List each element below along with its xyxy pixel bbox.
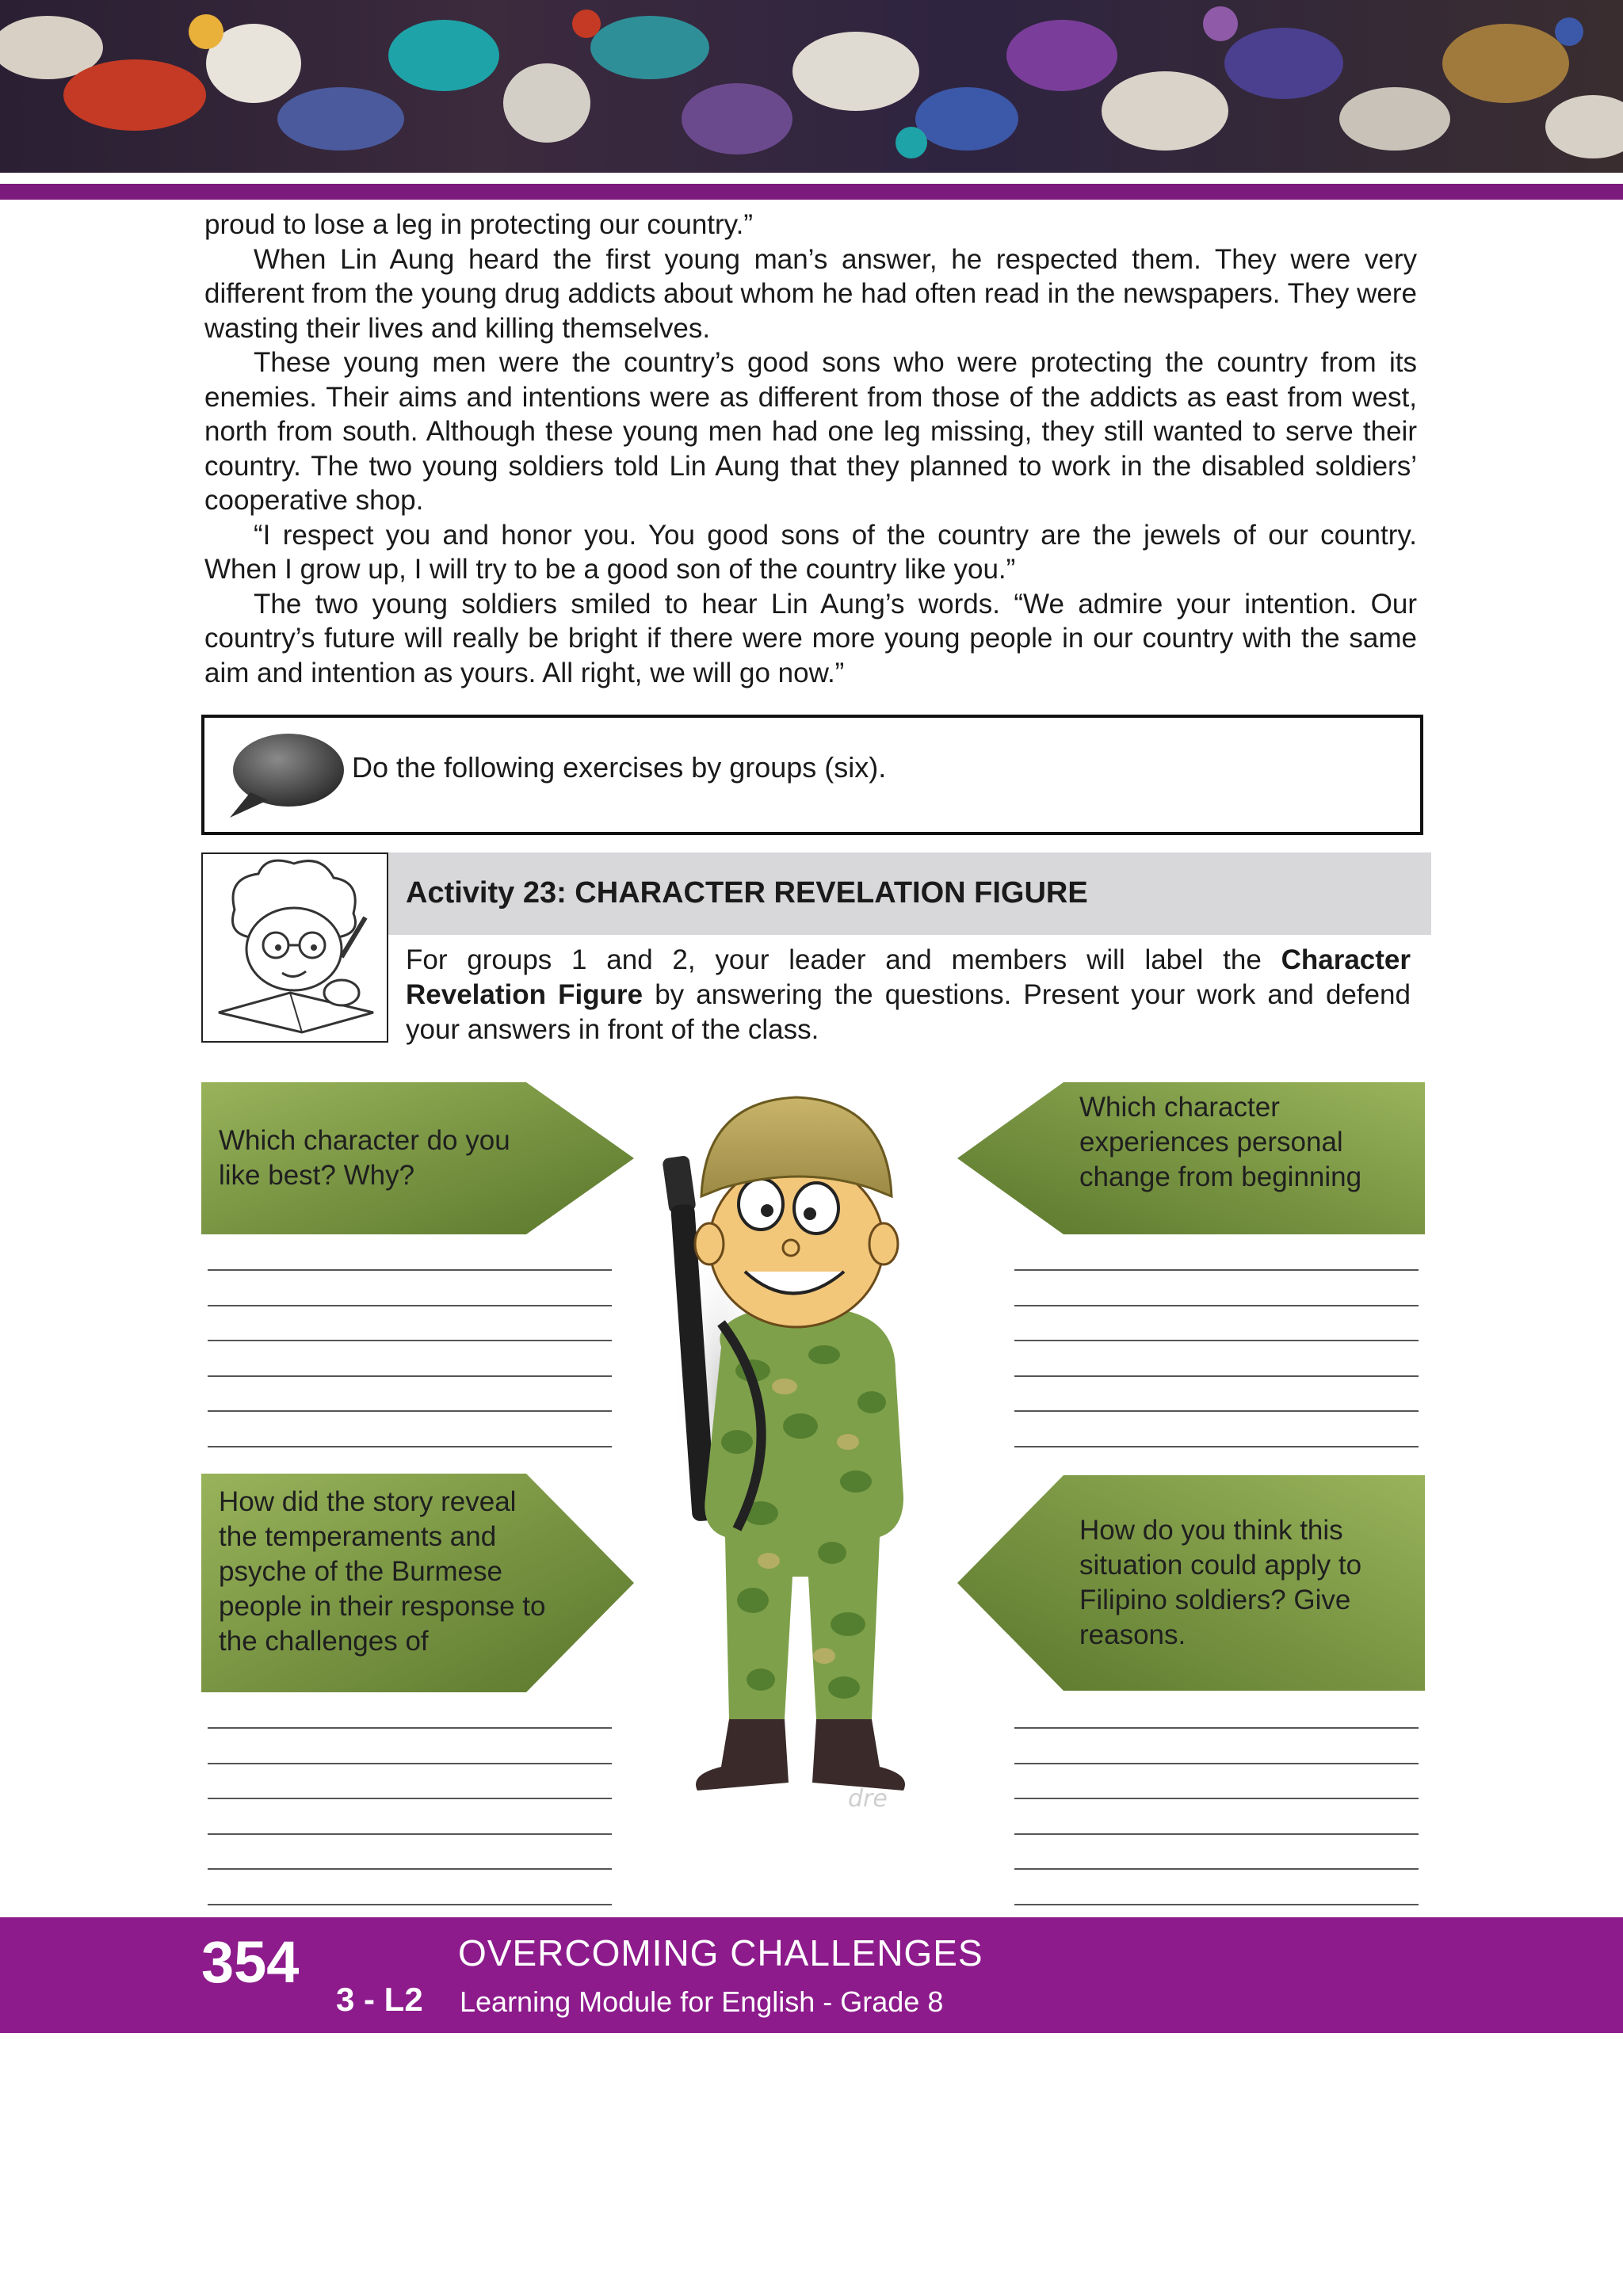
activity-header bbox=[388, 852, 1431, 935]
boy-writing-illustration bbox=[201, 852, 388, 1043]
activity-description bbox=[406, 943, 1411, 1047]
unit-code: 3 - L2 bbox=[336, 1981, 423, 2018]
story-text bbox=[204, 208, 1417, 690]
question-arrow-bottom-right bbox=[956, 1475, 1425, 1691]
answer-lines-top-left[interactable] bbox=[208, 1269, 612, 1481]
story-paragraph: These young men were the country’s good sons who were protecting the country from its enemies. Their aims and intentions were as different from those of the addicts as east from west, north from south. Although these young men had one leg missing, they still wanted to serve their country. The two young soldiers told Lin Aung that they planned to work in the disabled soldiers’ cooperative shop. bbox=[204, 347, 1417, 516]
module-subtitle: Learning Module for English - Grade 8 bbox=[460, 1985, 944, 2018]
answer-lines-bottom-right[interactable] bbox=[1014, 1727, 1419, 1939]
question-text: Which character experiences personal change from beginning bbox=[1079, 1092, 1362, 1192]
instruction-box bbox=[201, 715, 1423, 835]
story-paragraph: The two young soldiers smiled to hear Lin Aung’s words. “We admire your intention. Our country’s future will really be bright if there were more young people in our country with the same aim and intention as yours. All right, we will go now.” bbox=[204, 588, 1417, 688]
activity-desc-bold: Character Revelation Figure bbox=[406, 944, 1411, 1010]
question-text: Which character do you like best? Why? bbox=[219, 1125, 510, 1191]
story-paragraph: When Lin Aung heard the first young man’s answer, he respected them. They were very different from the young drug addicts about whom he had often read in the newspapers. They were wasting their lives and killing themselves. bbox=[204, 243, 1417, 344]
unit-title: OVERCOMING CHALLENGES bbox=[458, 1932, 983, 1974]
story-paragraph: “I respect you and honor you. You good sons of the country are the jewels of our country. When I grow up, I will try to be a good son of the country like you.” bbox=[204, 519, 1417, 585]
answer-lines-top-right[interactable] bbox=[1014, 1269, 1419, 1481]
cartoon-soldier-illustration bbox=[634, 1085, 967, 1838]
banner-divider bbox=[0, 184, 1623, 200]
speech-bubble-icon bbox=[219, 730, 346, 826]
question-text: How do you think this situation could apply to Filipino soldiers? Give reasons. bbox=[1079, 1515, 1362, 1650]
question-arrow-top-left bbox=[201, 1082, 636, 1234]
watermark-text: dre bbox=[848, 1785, 888, 1813]
story-paragraph: proud to lose a leg in protecting our country.” bbox=[204, 209, 753, 240]
activity-title: Activity 23: CHARACTER REVELATION FIGURE bbox=[406, 876, 1088, 910]
question-arrow-bottom-left bbox=[201, 1474, 636, 1692]
question-arrow-top-right bbox=[956, 1082, 1425, 1234]
decorative-banner bbox=[0, 0, 1623, 173]
answer-lines-bottom-left[interactable] bbox=[208, 1727, 612, 1939]
activity-desc-text: For groups 1 and 2, your leader and members will label the bbox=[406, 944, 1281, 975]
page-footer bbox=[0, 1917, 1623, 2033]
activity-desc-text: by answering the questions. Present your work and defend your answers in front of the class. bbox=[406, 979, 1411, 1045]
question-text: How did the story reveal the temperaments and psyche of the Burmese people in their response to the challenges of bbox=[219, 1486, 546, 1657]
instruction-text: Do the following exercises by groups (six). bbox=[352, 751, 887, 784]
page-number: 354 bbox=[201, 1929, 300, 1995]
